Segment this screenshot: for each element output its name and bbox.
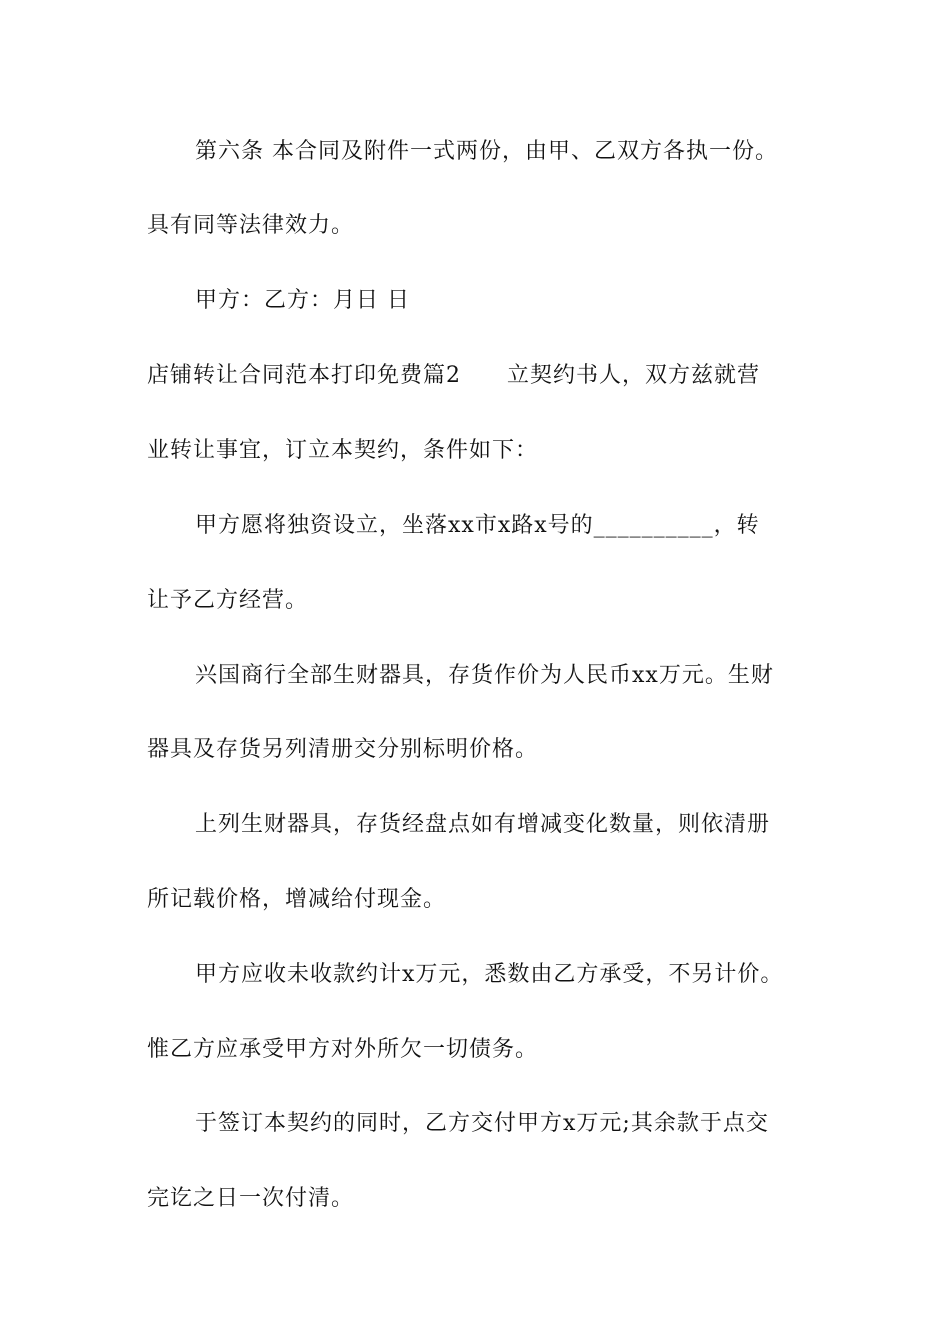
section-heading-line [147, 361, 760, 391]
paragraph-line: 于签订本契约的同时，乙方交付甲方x万元;其余款于点交 [195, 1111, 769, 1136]
paragraph-line: 业转让事宜，订立本契约，条件如下： [147, 438, 539, 463]
paragraph-line: 甲方愿将独资设立，坐落xx市x路x号的__________，转 [195, 513, 760, 538]
paragraph-line: 让予乙方经营。 [147, 588, 309, 613]
paragraph-line: 甲方应收未收款约计x万元，悉数由乙方承受，不另计价。 [195, 962, 784, 987]
paragraph-line: 器具及存货另列清册交分别标明价格。 [147, 737, 539, 762]
paragraph-line: 完讫之日一次付清。 [147, 1186, 355, 1211]
paragraph-line: 第六条 本合同及附件一式两份，由甲、乙双方各执一份。 [195, 139, 778, 164]
paragraph-text: 立契约书人，双方兹就营 [507, 363, 761, 388]
paragraph-line: 具有同等法律效力。 [147, 213, 355, 238]
paragraph-line: 上列生财器具，存货经盘点如有增减变化数量，则依清册 [195, 812, 771, 837]
paragraph-line: 所记载价格，增减给付现金。 [147, 887, 447, 912]
section-heading: 店铺转让合同范本打印免费篇2 [147, 363, 461, 388]
paragraph-line: 惟乙方应承受甲方对外所欠一切债务。 [147, 1037, 539, 1062]
paragraph-line: 兴国商行全部生财器具，存货作价为人民币xx万元。生财 [195, 663, 774, 688]
signature-line: 甲方：乙方：月日 日 [195, 288, 410, 313]
